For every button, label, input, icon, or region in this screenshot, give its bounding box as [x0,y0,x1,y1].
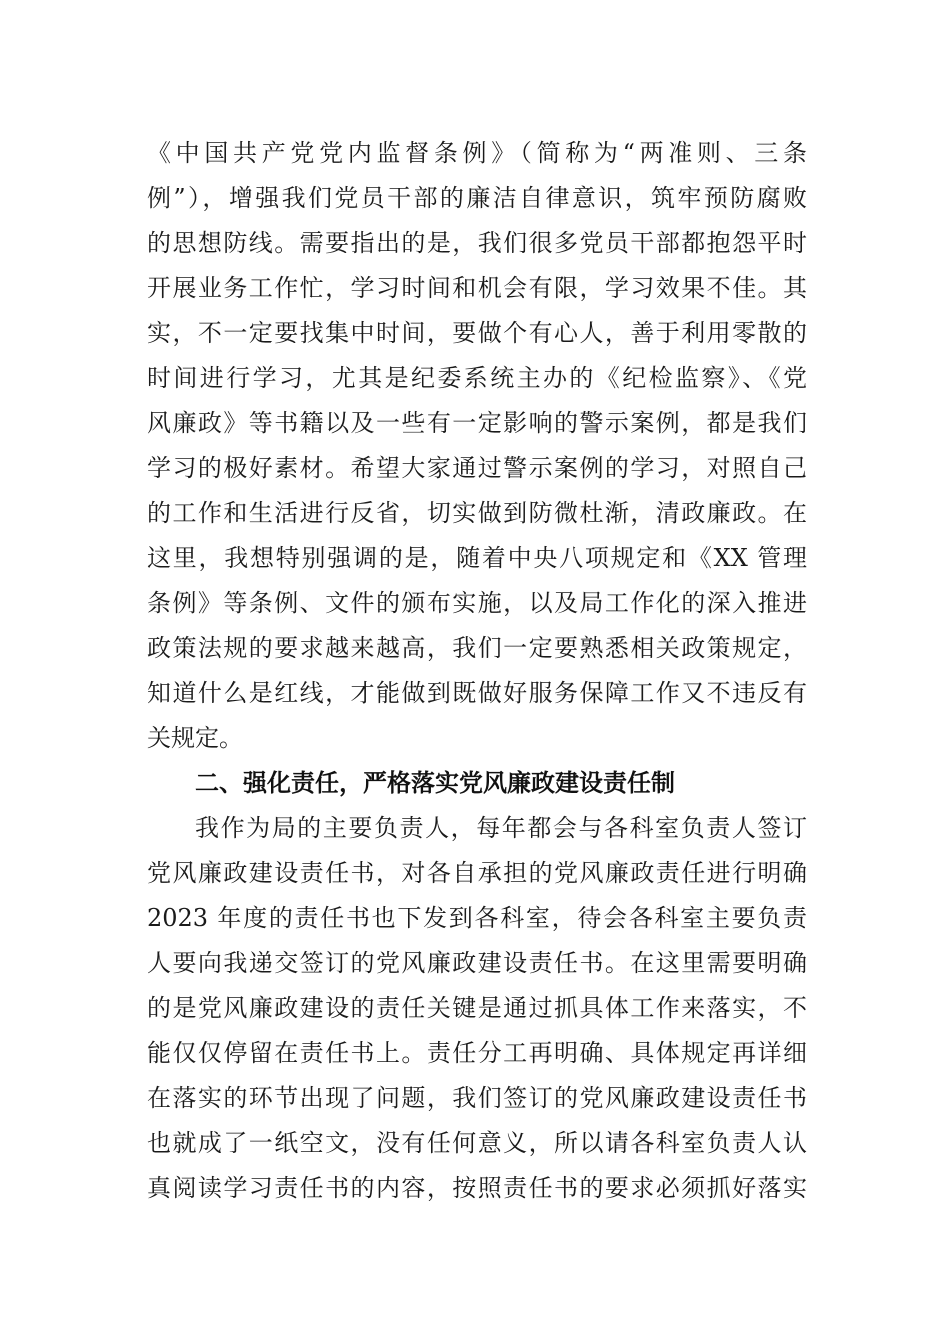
paragraph-line: 人要向我递交签订的党风廉政建设责任书。在这里需要明确 [147,949,807,977]
paragraph-line: 例”），增强我们党员干部的廉洁自律意识，筑牢预防腐败 [147,184,807,212]
paragraph-line: 这里，我想特别强调的是，随着中央八项规定和《XX 管理 [147,544,807,572]
paragraph-line: 我作为局的主要负责人，每年都会与各科室负责人签订 [195,814,807,842]
paragraph-line: 的思想防线。需要指出的是，我们很多党员干部都抱怨平时 [147,229,807,257]
paragraph-line: 党风廉政建设责任书，对各自承担的党风廉政责任进行明确 [147,859,807,887]
document-body [147,131,807,1211]
paragraph-line: 真阅读学习责任书的内容，按照责任书的要求必须抓好落实 [147,1174,807,1202]
paragraph-line: 开展业务工作忙，学习时间和机会有限，学习效果不佳。其 [147,274,807,302]
paragraph-line: 实，不一定要找集中时间，要做个有心人，善于利用零散的 [147,319,807,347]
paragraph-line: 学习的极好素材。希望大家通过警示案例的学习，对照自己 [147,454,807,482]
paragraph-line: 在落实的环节出现了问题，我们签订的党风廉政建设责任书 [147,1084,807,1112]
paragraph-line: 条例》等条例、文件的颁布实施，以及局工作化的深入推进 [147,589,807,617]
paragraph-line: 风廉政》等书籍以及一些有一定影响的警示案例，都是我们 [147,409,807,437]
paragraph-line: 的工作和生活进行反省，切实做到防微杜渐，清政廉政。在 [147,499,807,527]
paragraph-line: 政策法规的要求越来越高，我们一定要熟悉相关政策规定， [147,634,807,662]
paragraph-line: 知道什么是红线，才能做到既做好服务保障工作又不违反有 [147,679,807,707]
paragraph-line: 的是党风廉政建设的责任关键是通过抓具体工作来落实，不 [147,994,807,1022]
paragraph-2 [147,806,807,1211]
paragraph-line: 能仅仅停留在责任书上。责任分工再明确、具体规定再详细 [147,1039,807,1067]
section-heading: 二、强化责任，严格落实党风廉政建设责任制 [195,769,675,797]
paragraph-line: 关规定。 [147,724,243,752]
paragraph-line: 2023 年度的责任书也下发到各科室，待会各科室主要负责 [147,904,807,932]
paragraph-line: 时间进行学习，尤其是纪委系统主办的《纪检监察》、《党 [147,364,807,392]
paragraph-1 [147,131,807,761]
paragraph-line: 也就成了一纸空文，没有任何意义，所以请各科室负责人认 [147,1129,807,1157]
paragraph-line: 《中国共产党党内监督条例》（简称为“两准则、三条 [147,139,807,167]
